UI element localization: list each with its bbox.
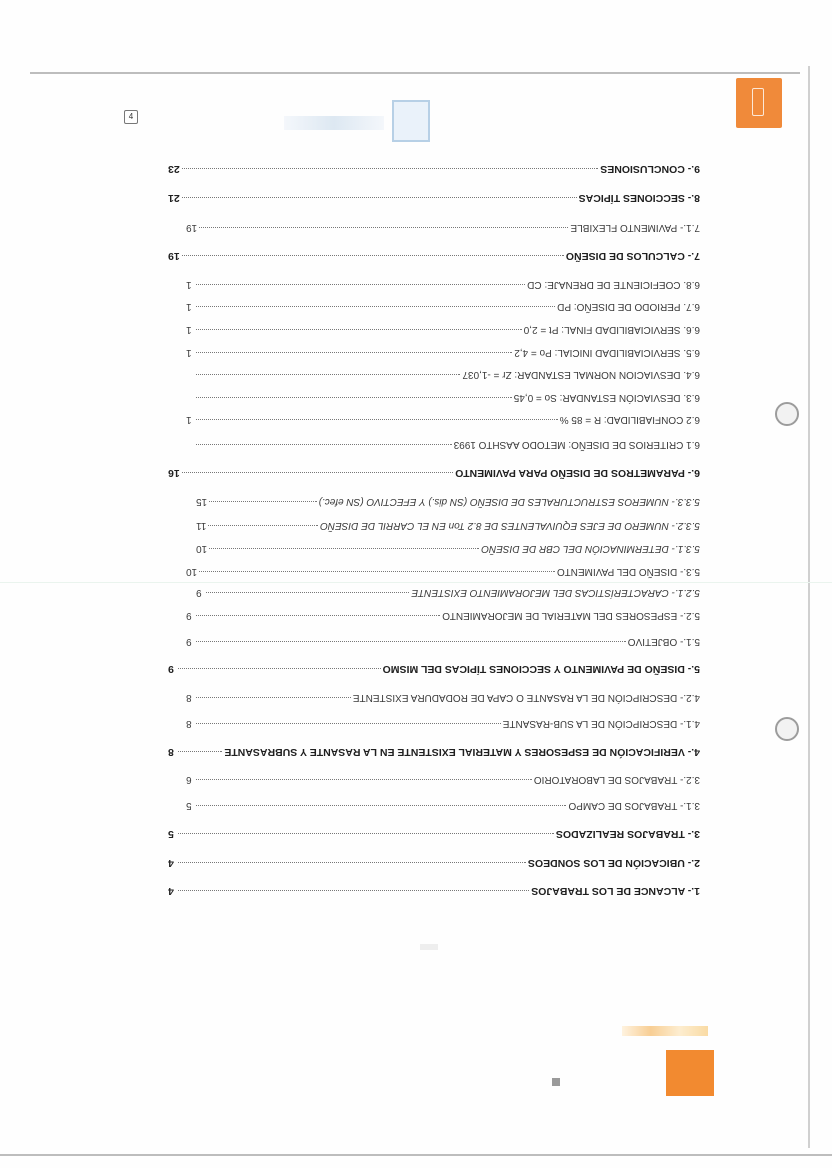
toc-entry-page: 9 [186,636,192,647]
toc-entry-page: 4 [168,857,174,869]
toc-entry-label: 2.- UBICACIÓN DE LOS SONDEOS [527,857,700,869]
dot-leader [182,255,564,257]
dot-leader [196,352,512,354]
dot-leader [196,419,558,421]
toc-entry-8 [168,190,700,204]
toc-entry-label: 5.- DISEÑO DE PAVIMENTO Y SECCIONES TÍPICAS DEL MISMO [382,663,700,675]
toc-entry-label: 6.5. SERVICIABILIDAD INICIAL: Po = 4,2 [514,347,700,358]
dot-leader [178,833,554,835]
dot-leader [206,592,409,594]
dot-leader [199,571,555,573]
dot-leader [178,862,526,864]
toc-entry-6-7 [186,298,700,312]
dot-leader [196,374,460,376]
toc-entry-6-8 [186,276,700,290]
toc-entry-page: 5 [168,828,174,840]
toc-entry-4-1 [186,715,700,729]
toc-entry-label: 5.3.2.- NUMERO DE EJES EQUIVALENTES DE 8.2 Ton EN EL CARRIL DE DISEÑO [320,520,700,531]
toc-entry-page: 10 [196,543,208,554]
toc-entry-page: 1 [186,301,192,312]
toc-entry-page: 21 [168,192,180,204]
dot-leader [196,615,440,617]
toc-entry-3 [168,826,700,840]
toc-entry-6 [168,465,700,479]
toc-entry-label: 8.- SECCIONES TÍPICAS [578,192,700,204]
toc-entry-5-3 [186,563,700,577]
toc-entry-6-5 [186,344,700,358]
toc-entry-page: 15 [196,496,208,507]
toc-entry-page: 8 [168,746,174,758]
toc-entry-6-6 [186,321,700,335]
toc-entry-page: 11 [196,520,207,531]
toc-entry-page: 1 [186,347,192,358]
dot-leader [182,168,599,170]
toc-entry-label: 6.7. PERIODO DE DISEÑO: PD [557,301,700,312]
toc-entry-5-2 [186,607,700,621]
toc-entry-3-2 [186,771,700,785]
toc-entry-label: 1.- ALCANCE DE LOS TRABAJOS [531,885,700,897]
toc-entry-label: 7.1.- PAVIMENTO FLEXIBLE [570,222,700,233]
dot-leader [196,641,626,643]
toc-entry-5-3-1 [196,540,700,554]
dot-leader [208,525,318,527]
toc-entry-6-2 [186,411,700,425]
toc-entry-5-2-1 [196,584,700,598]
toc-entry-6-3 [186,389,700,403]
toc-entry-label: 3.1.- TRABAJOS DE CAMPO [568,800,700,811]
toc-entry-label: 3.- TRABAJOS REALIZADOS [555,828,700,840]
toc-entry-6-4 [186,366,700,380]
toc-entry-label: 4.2.- DESCRIPCIÓN DE LA RASANTE O CAPA DE RODADURA EXISTENTE [352,692,700,703]
dot-leader [196,444,452,446]
dot-leader [209,501,317,503]
toc-entry-1 [168,883,700,897]
toc-entry-page: 9 [186,610,192,621]
toc-entry-5 [168,661,700,675]
toc-entry-5-3-2 [196,517,700,531]
toc-entry-page: 9 [196,587,202,598]
dot-leader [209,548,479,550]
dot-leader [196,779,532,781]
toc-entry-page: 10 [186,566,198,577]
toc-entry-label: 4.- VERIFICACIÓN DE ESPESORES Y MATERIAL EXISTENTE EN LA RASANTE Y SUBRASANTE [224,746,700,758]
toc-entry-label: 5.2.- ESPESORES DEL MATERIAL DE MEJORAMIENTO [442,610,700,621]
toc-entry-page: 23 [168,163,180,175]
dot-leader [196,329,522,331]
toc-entry-label: 6.2 CONFIABILIDAD: R = 85 % [559,414,700,425]
toc-entry-label: 6.- PARAMETROS DE DISEÑO PARA PAVIMENTO [455,467,700,479]
toc-entry-7-1 [186,219,700,233]
toc-entry-label: 5.1.- OBJETIVO [627,636,700,647]
toc-entry-4 [168,744,700,758]
toc-entry-page: 6 [186,774,192,785]
toc-entry-page: 19 [186,222,198,233]
toc-entry-page: 8 [186,718,192,729]
toc-entry-label: 5.2.1.- CARACTERÍSTICAS DEL MEJORAMIENTO EXISTENTE [411,587,700,598]
toc-entry-7 [168,248,700,262]
toc-entry-label: 6.3. DESVIACIÓN ESTANDAR: So = 0,45 [513,392,700,403]
toc-entry-label: 6.4. DESVIACION NORMAL ESTANDAR: Zr = -1,037 [462,369,700,380]
toc-entry-2 [168,855,700,869]
dot-leader [178,890,529,892]
toc-entry-label: 6.8. COEFICIENTE DE DRENAJE: CD [527,279,700,290]
dot-leader [199,227,568,229]
toc-entry-5-1 [186,633,700,647]
toc-entry-label: 3.2.- TRABAJOS DE LABORATORIO [533,774,700,785]
dot-leader [196,306,555,308]
toc-entry-page: 1 [186,279,192,290]
toc-entry-label: 9.- CONCLUSIONES [600,163,700,175]
toc-entry-label: 6.6. SERVICIABILIDAD FINAL: Pt = 2,0 [523,324,700,335]
toc-entry-6-1 [186,436,700,450]
dot-leader [196,284,525,286]
toc-entry-page: 1 [186,414,192,425]
dot-leader [196,805,566,807]
dot-leader [196,697,351,699]
toc-entry-page: 1 [186,324,192,335]
toc-entry-page: 16 [168,467,180,479]
page-marker: 4 [124,110,138,124]
toc-entry-label: 6.1 CRITERIOS DE DISEÑO: METODO AASHTO 1993 [453,439,700,450]
dot-leader [196,397,512,399]
toc-entry-page: 5 [186,800,192,811]
toc-entry-page: 4 [168,885,174,897]
toc-entry-3-1 [186,797,700,811]
toc-entry-4-2 [186,689,700,703]
toc-entry-page: 19 [168,250,180,262]
toc-entry-label: 7.- CALCULOS DE DISEÑO [565,250,700,262]
toc-entry-page: 9 [168,663,174,675]
toc-entry-label: 5.3.1.- DETERMINACIÓN DEL CBR DE DISEÑO [481,543,700,554]
toc-entry-label: 5.3.- DISEÑO DEL PAVIMENTO [557,566,700,577]
toc-entry-page: 8 [186,692,192,703]
toc-entry-9 [168,161,700,175]
toc-entry-label: 5.3.3.- NUMEROS ESTRUCTURALES DE DISEÑO (SN dis.) Y EFECTIVO (SN efec.) [318,496,700,507]
toc-entry-label: 4.1.- DESCRIPCIÓN DE LA SUB-RASANTE [502,718,700,729]
toc-entry-5-3-3 [196,493,700,507]
dot-leader [178,751,222,753]
dot-leader [182,472,453,474]
dot-leader [178,668,381,670]
dot-leader [196,723,501,725]
dot-leader [182,197,577,199]
